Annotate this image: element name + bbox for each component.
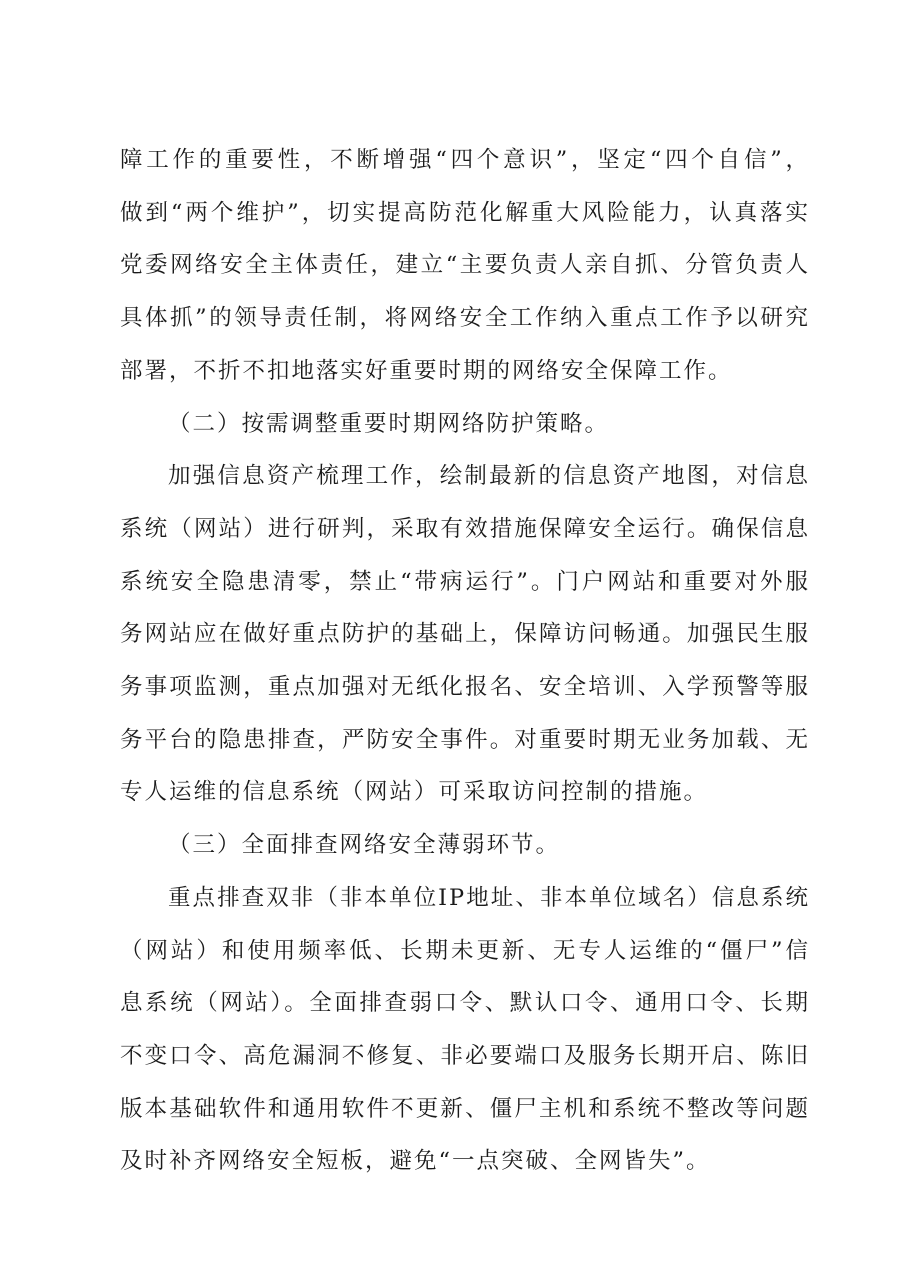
- body-text-line: 党委网络安全主体责任，建立“主要负责人亲自抓、分管负责人: [120, 252, 810, 278]
- body-text-line: 系统（网站）进行研判，采取有效措施保障安全运行。确保信息: [120, 516, 810, 542]
- body-text-line: 系统安全隐患清零，禁止“带病运行”。门户网站和重要对外服: [120, 569, 810, 595]
- body-text-line: 务事项监测，重点加强对无纸化报名、安全培训、入学预警等服: [120, 674, 810, 700]
- section-heading: （二）按需调整重要时期网络防护策略。: [168, 411, 610, 437]
- body-text-line: （网站）和使用频率低、长期未更新、无专人运维的“僵尸”信: [120, 938, 810, 964]
- body-text-line: 重点排查双非（非本单位IP地址、非本单位域名）信息系统: [168, 885, 810, 911]
- body-text-line: 部署，不折不扣地落实好重要时期的网络安全保障工作。: [120, 358, 733, 384]
- body-text-line: 及时补齐网络安全短板，避免“一点突破、全网皆失”。: [120, 1148, 711, 1174]
- body-text-line: 做到“两个维护”，切实提高防范化解重大风险能力，认真落实: [120, 200, 810, 226]
- body-text-line: 专人运维的信息系统（网站）可采取访问控制的措施。: [120, 779, 709, 805]
- body-text-line: 务网站应在做好重点防护的基础上，保障访问畅通。加强民生服: [120, 621, 810, 647]
- body-text-line: 息系统（网站）。全面排查弱口令、默认口令、通用口令、长期: [120, 990, 810, 1016]
- body-text-line: 具体抓”的领导责任制，将网络安全工作纳入重点工作予以研究: [120, 305, 810, 331]
- body-text-line: 版本基础软件和通用软件不更新、僵尸主机和系统不整改等问题: [120, 1096, 810, 1122]
- body-text-line: 加强信息资产梳理工作，绘制最新的信息资产地图，对信息: [168, 463, 810, 489]
- body-text-line: 不变口令、高危漏洞不修复、非必要端口及服务长期开启、陈旧: [120, 1043, 810, 1069]
- body-text-line: 务平台的隐患排查，严防安全事件。对重要时期无业务加载、无: [120, 727, 810, 753]
- body-text-line: 障工作的重要性，不断增强“四个意识”，坚定“四个自信”，: [120, 147, 810, 173]
- section-heading: （三）全面排查网络安全薄弱环节。: [168, 832, 561, 858]
